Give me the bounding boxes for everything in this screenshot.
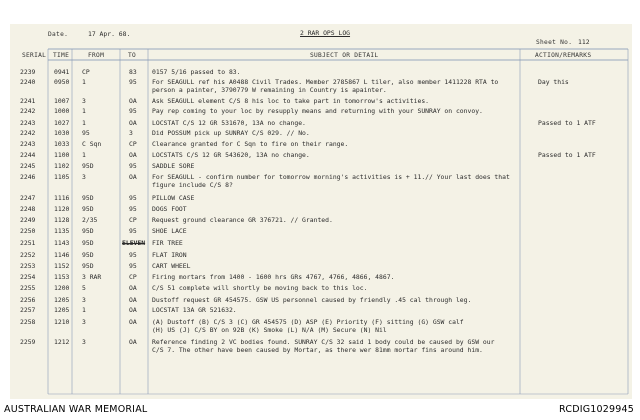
row-time: 1007 (54, 97, 70, 105)
row-from: 1 (82, 306, 86, 314)
row-detail-line: Pay rep coming to your loc by resupply means and returning with your SUNRAY on convoy. (152, 107, 483, 115)
row-action: Passed to 1 ATF (538, 151, 596, 159)
date-value: 17 Apr. 68. (88, 30, 131, 38)
row-time: 1212 (54, 338, 70, 346)
row-detail-line: person a painter, 3790779 W remaining in Country is apainter. (152, 86, 387, 94)
row-time: 0950 (54, 78, 70, 86)
row-serial: 2255 (20, 284, 36, 292)
row-serial: 2256 (20, 296, 36, 304)
row-detail-line: For SEAGULL ref his A0488 Civil Trades. Member 2785867 L tiler, also member 1411228 RTA to (152, 78, 499, 86)
row-to-struck: ELEVEN (122, 239, 146, 247)
row-to: OA (129, 173, 137, 181)
row-to: OA (129, 284, 137, 292)
log-sheet (10, 24, 632, 399)
row-time: 1000 (54, 107, 70, 115)
col-time: TIME (53, 52, 70, 59)
row-from: 1 (82, 151, 86, 159)
row-from: 3 (82, 296, 86, 304)
row-detail-line: LOCSTAT C/S 12 GR 531670, 13A no change. (152, 119, 306, 127)
row-from: 95D (82, 239, 94, 247)
row-from: 1 (82, 119, 86, 127)
row-from: 95 (82, 129, 90, 137)
row-from: 1 (82, 78, 86, 86)
row-action: Day this (538, 78, 569, 86)
row-time: 1030 (54, 129, 70, 137)
row-detail-line: C/S 7. The other have been caused by Mortar, as there wer 81mm mortar fins around him. (152, 346, 483, 354)
sheet-label: Sheet No. (536, 39, 573, 46)
row-time: 1116 (54, 194, 70, 202)
row-detail-line: Firing mortars from 1400 - 1600 hrs GRs 4767, 4766, 4866, 4867. (152, 273, 395, 281)
row-serial: 2239 (20, 68, 36, 76)
row-time: 1128 (54, 216, 70, 224)
row-from: 3 (82, 173, 86, 181)
row-serial: 2242 (20, 129, 36, 137)
col-action: ACTION/REMARKS (535, 52, 592, 59)
row-time: 1102 (54, 162, 70, 170)
row-to: CP (129, 216, 137, 224)
row-time: 1120 (54, 205, 70, 213)
row-detail-line: CART WHEEL (152, 262, 191, 270)
row-serial: 2243 (20, 119, 36, 127)
row-detail-line: For SEAGULL - confirm number for tomorrow morning's activities is + 11.// Your last does that (152, 173, 510, 181)
row-serial: 2241 (20, 97, 36, 105)
row-detail-line: DOGS FOOT (152, 205, 187, 213)
row-to: OA (129, 119, 137, 127)
log-title: 2 RAR OPS LOG (300, 29, 351, 37)
row-time: 1210 (54, 318, 70, 326)
row-from: 5 (82, 284, 86, 292)
row-time: 1205 (54, 296, 70, 304)
row-from: 3 RAR (82, 273, 102, 281)
footer-left: AUSTRALIAN WAR MEMORIAL (4, 404, 148, 415)
row-time: 1027 (54, 119, 70, 127)
row-from: 95D (82, 251, 94, 259)
row-to: 95 (129, 227, 137, 235)
row-detail-line: figure include C/S 8? (152, 181, 233, 189)
row-detail-line: Request ground clearance GR 376721. // Granted. (152, 216, 333, 224)
row-serial: 2252 (20, 251, 36, 259)
footer-right: RCDIG1029945 (559, 404, 634, 415)
row-serial: 2247 (20, 194, 36, 202)
row-serial: 2251 (20, 239, 36, 247)
row-to: 95 (129, 78, 137, 86)
row-to: OA (129, 151, 137, 159)
row-detail-line: SADDLE SORE (152, 162, 195, 170)
row-from: 95D (82, 227, 94, 235)
row-from: 95D (82, 162, 94, 170)
row-serial: 2249 (20, 216, 36, 224)
row-detail-line: (A) Dustoff (B) C/S 3 (C) GR 454575 (D) ASP (E) Priority (F) sitting (G) GSW calf (152, 318, 464, 326)
row-serial: 2248 (20, 205, 36, 213)
row-to: OA (129, 306, 137, 314)
row-serial: 2243 (20, 140, 36, 148)
sheet-value: 112 (578, 38, 590, 46)
row-serial: 2242 (20, 107, 36, 115)
row-time: 1146 (54, 251, 70, 259)
row-serial: 2258 (20, 318, 36, 326)
row-detail-line: C/S 51 complete will shortly be moving back to this loc. (152, 284, 368, 292)
row-detail-line: SHOE LACE (152, 227, 187, 235)
row-from: 3 (82, 338, 86, 346)
row-time: 1135 (54, 227, 70, 235)
row-detail-line: FIR TREE (152, 239, 183, 247)
row-to: CP (129, 273, 137, 281)
row-to: OA (129, 338, 137, 346)
row-time: 1143 (54, 239, 70, 247)
row-from: C Sqn (82, 140, 102, 148)
row-from: 95D (82, 194, 94, 202)
row-from: CP (82, 68, 90, 76)
row-time: 1100 (54, 151, 70, 159)
row-to: 83 (129, 68, 137, 76)
row-detail-line: LOCSTAT 13A GR 521632. (152, 306, 237, 314)
row-serial: 2259 (20, 338, 36, 346)
row-to: 95 (129, 162, 137, 170)
row-time: 1200 (54, 284, 70, 292)
col-to: TO (128, 52, 137, 59)
row-serial: 2254 (20, 273, 36, 281)
row-to: 95 (129, 251, 137, 259)
row-detail-line: Dustoff request GR 454575. GSW US personnel caused by friendly .45 cal through leg. (152, 296, 472, 304)
row-serial: 2250 (20, 227, 36, 235)
row-time: 1153 (54, 273, 70, 281)
row-serial: 2246 (20, 173, 36, 181)
row-to: OA (129, 97, 137, 105)
date-label: Date. (48, 31, 69, 38)
row-time: 1152 (54, 262, 70, 270)
row-detail-line: LOCSTATS C/S 12 GR 543620, 13A no change. (152, 151, 310, 159)
row-serial: 2257 (20, 306, 36, 314)
row-detail-line: Ask SEAGULL element C/S 8 his loc to take part in tomorrow's activities. (152, 97, 430, 105)
row-detail-line: Reference finding 2 VC bodies found. SUNRAY C/S 32 said 1 body could be caused by GSW our (152, 338, 495, 346)
row-to: CP (129, 140, 137, 148)
row-from: 3 (82, 97, 86, 105)
row-from: 95D (82, 262, 94, 270)
row-detail-line: (H) US (J) C/S BY on 92B (K) Smoke (L) N/A (M) Secure (N) Nil (152, 326, 387, 334)
row-serial: 2244 (20, 151, 36, 159)
row-to: 95 (129, 205, 137, 213)
row-time: 1033 (54, 140, 70, 148)
row-serial: 2245 (20, 162, 36, 170)
row-from: 95D (82, 205, 94, 213)
row-to: 95 (129, 107, 137, 115)
row-detail-line: 0157 5/16 passed to 83. (152, 68, 241, 76)
row-to: OA (129, 296, 137, 304)
row-time: 0941 (54, 68, 70, 76)
row-time: 1105 (54, 173, 70, 181)
row-action: Passed to 1 ATF (538, 119, 596, 127)
row-detail-line: FLAT IRON (152, 251, 187, 259)
row-to: 95 (129, 194, 137, 202)
row-serial: 2253 (20, 262, 36, 270)
col-serial: SERIAL (22, 52, 47, 59)
row-detail-line: Clearance granted for C Sqn to fire on their range. (152, 140, 349, 148)
col-from: FROM (88, 52, 105, 59)
row-to: OA (129, 318, 137, 326)
row-from: 1 (82, 107, 86, 115)
row-to: 3 (129, 129, 133, 137)
row-to: 95 (129, 262, 137, 270)
row-from: 2/35 (82, 216, 98, 224)
row-detail-line: Did POSSUM pick up SUNRAY C/S 029. // No. (152, 129, 310, 137)
row-time: 1205 (54, 306, 70, 314)
row-from: 3 (82, 318, 86, 326)
row-serial: 2240 (20, 78, 36, 86)
row-detail-line: PILLOW CASE (152, 194, 195, 202)
col-subject: SUBJECT OR DETAIL (310, 52, 379, 59)
